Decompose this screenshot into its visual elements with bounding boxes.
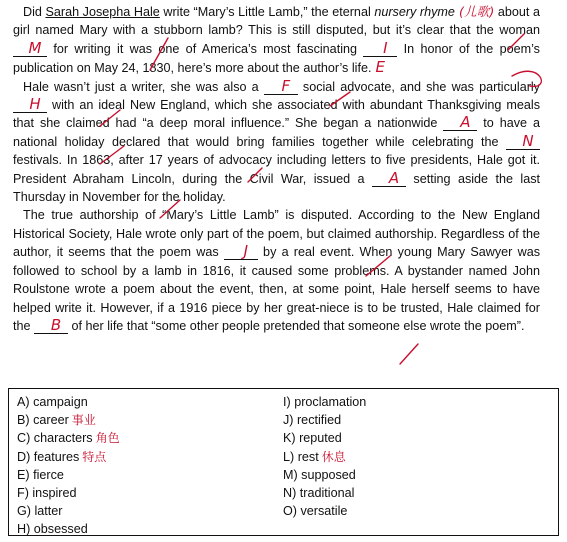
text: Hale wasn’t just a writer, she was also a	[23, 79, 264, 94]
option-g[interactable]: G) latter	[17, 504, 63, 519]
handwritten-note: 角色	[95, 431, 120, 446]
text: Did	[23, 5, 46, 19]
text: of her life that “some other people pretended that someone else wrote the poem”.	[68, 318, 525, 333]
option-b[interactable]: B) career 事业	[17, 413, 96, 428]
text: about a girl named Mary with a stubborn lamb? This is still disputed, but it’s clear that the woman	[13, 5, 540, 38]
word-bank	[8, 388, 559, 536]
option-f[interactable]: F) inspired	[17, 485, 77, 500]
answer-2: I	[383, 38, 388, 57]
handwritten-note: 休息	[321, 449, 346, 464]
option-a[interactable]: A) campaign	[17, 395, 88, 409]
paragraph-3	[13, 206, 540, 335]
option-k[interactable]: K) reputed	[283, 431, 342, 446]
blank-2[interactable]	[363, 38, 397, 57]
paragraph-2	[13, 78, 540, 207]
word-bank-left-column	[17, 393, 120, 539]
handwritten-note: 特点	[82, 449, 107, 464]
answer-1: M	[28, 38, 42, 57]
text: for writing it was one of America’s most fascinating	[47, 41, 364, 56]
answer-3: F	[281, 76, 291, 95]
answer-9: B	[50, 315, 62, 334]
answer-2-extra: E	[375, 58, 385, 77]
option-j[interactable]: J) rectified	[283, 413, 342, 428]
answer-4: H	[29, 95, 41, 114]
blank-7[interactable]	[372, 168, 406, 187]
option-i[interactable]: I) proclamation	[283, 395, 367, 409]
blank-1[interactable]	[13, 38, 47, 57]
text: The true authorship of “Mary’s Little Lamb” is disputed. According to the New England Historical Society, Hale wrote only part of the poem, but claimed authorship. Regardless of the author, it seems that the poem was	[13, 208, 540, 260]
text: In honor of the poem’s publication on May 24, 1830, here’s more about the author’s life.	[13, 41, 540, 76]
blank-3[interactable]	[264, 76, 298, 95]
text: write “Mary’s Little Lamb,” the eternal	[159, 5, 375, 19]
option-h[interactable]: H) obsessed	[17, 522, 88, 537]
option-l[interactable]: L) rest 休息	[283, 449, 346, 464]
option-m[interactable]: M) supposed	[283, 467, 356, 482]
handwritten-note: (儿歌)	[454, 4, 495, 19]
emphasis: nursery rhyme	[374, 5, 455, 19]
answer-8: J	[243, 242, 249, 261]
blank-4[interactable]	[13, 97, 47, 113]
option-c[interactable]: C) characters 角色	[17, 431, 120, 446]
text: setting aside the last Thursday in November for the holiday.	[13, 171, 541, 205]
blank-5[interactable]	[443, 115, 477, 131]
option-o[interactable]: O) versatile	[283, 504, 348, 519]
blank-8[interactable]	[224, 244, 258, 260]
blank-9[interactable]	[34, 315, 68, 334]
text: to have a national holiday declared that would bring families together while celebrating the	[13, 116, 540, 149]
paragraph-1	[13, 3, 540, 78]
text: festivals. In 1863, after 17 years of advocacy including letters to five presidents, Hale got it. President Abraham Lincoln, during the Civil War, issued a	[13, 153, 540, 186]
text: by a real event. When young Mary Sawyer was followed to school by a lamb in 1816, it caused some problems. A bystander named John Roulstone wrote a poem about the event, then, at some point, Hale herself seems to have helped write it. However, if a 1916 piece by her great-niece is to be trusted, Hale claimed for the	[13, 245, 540, 333]
answer-6: N	[522, 131, 534, 150]
word-bank-right-column	[283, 393, 369, 520]
handwritten-note: 事业	[71, 413, 96, 428]
text: social advocate, and she was particularly	[297, 79, 540, 94]
option-d[interactable]: D) features 特点	[17, 449, 107, 464]
text: with an ideal New England, which she associated with abundant Thanksgiving meals that she claimed had “a deep moral influence.” She began a nationwide	[13, 98, 540, 131]
option-e[interactable]: E) fierce	[17, 467, 64, 482]
reading-passage	[13, 3, 540, 335]
answer-5: A	[460, 113, 471, 132]
option-n[interactable]: N) traditional	[283, 485, 355, 500]
blank-6[interactable]	[506, 131, 540, 150]
answer-7: A	[388, 168, 400, 187]
author-name: Sarah Josepha Hale	[45, 5, 160, 19]
ink-stroke	[400, 344, 418, 364]
